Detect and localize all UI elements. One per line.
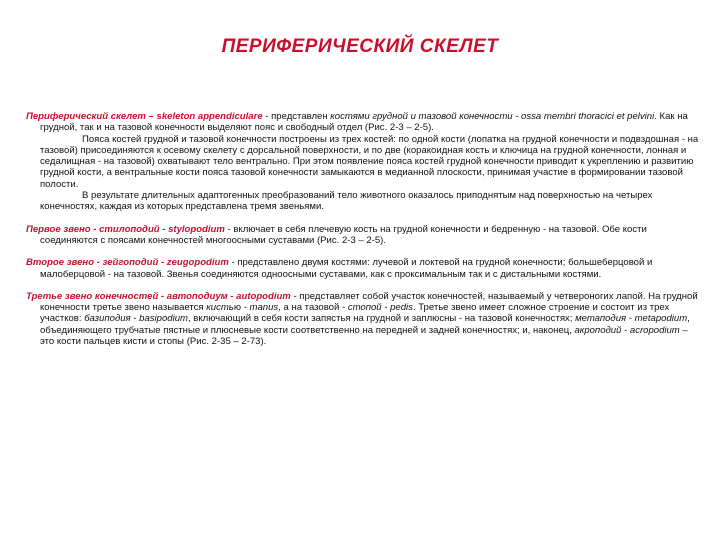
text: - представлен bbox=[262, 111, 331, 122]
text: – это кости пальцев кисти и стопы (Рис. 2-35 – 2-73). bbox=[40, 324, 688, 348]
text: , объединяющего трубчатые пястные и плюсневые кости соответственно на передней и задней конечностях; и, наконец, bbox=[40, 313, 690, 336]
text: - включает в себя плечевую кость на грудной конечности и бедренную - на тазовой. Обе кости соединяются с поясами конечностей многоосными суставами (Рис. 2-3 – 2-5). bbox=[40, 223, 647, 246]
text: - представляет собой участок конечностей, называемый у четвероногих лапой. На грудной конечности третье звено называется bbox=[40, 290, 698, 314]
paragraph-peripheral-skeleton bbox=[26, 111, 702, 213]
italic-text: метаподия - metapodium bbox=[575, 313, 688, 325]
term-autopodium: Третье звено конечностей - автоподиум - autopodium bbox=[26, 290, 291, 302]
italic-text: костями грудной и тазовой конечности - ossa membri thoracici et pelvini bbox=[330, 111, 655, 122]
term-stylopodium: Первое звено - стилоподий - stylopodium bbox=[26, 223, 225, 235]
italic-text: акроподий - acropodium bbox=[574, 324, 680, 336]
text: , включающий в себя кости запястья на грудной и заплюсны - на тазовой конечностях; bbox=[187, 313, 576, 325]
text: . Третье звено имеет сложное строение и состоит из трех участков: bbox=[40, 302, 670, 325]
term-peripheral-skeleton: Периферический скелет – skeleton appendiculare bbox=[26, 111, 263, 122]
term-zeugopodium: Второе звено - зейгоподий - zeugopodium bbox=[26, 257, 229, 269]
paragraph-zeugopodium bbox=[26, 257, 702, 280]
sub-paragraph-girdles: Пояса костей грудной и тазовой конечности построены из трех костей: по одной кости (лопатка на грудной конечности и подвздошная - на тазовой) присоединяются к осевому скелету с дорсальной поверхности, и по две (коракоидная кость и ключица на грудной конечности, лонная и седалищная - на тазовой) охватывают тело вентрально. При этом появление пояса костей грудной конечности приводит к укреплению и развитию грудной кости, а вентральные кости пояса тазовой конечности замыкаются в медианной плоскости, принимая участие в формировании тазовой полости. bbox=[40, 133, 699, 190]
italic-text: - стопой - pedis bbox=[341, 302, 413, 314]
italic-text: базиподия - basipodium bbox=[84, 313, 188, 325]
italic-text: - manus bbox=[243, 302, 279, 314]
text: , а на тазовой bbox=[278, 302, 342, 314]
text: - представлено двумя костями: лучевой и локтевой на грудной конечности; большеберцовой и малоберцовой - на тазовой. Звенья соединяются одноосными суставами, как с проксимальным так и с дистальными костями. bbox=[40, 257, 653, 280]
text: ю bbox=[233, 302, 244, 314]
sub-paragraph-adaptation: В результате длительных адаптогенных преобразований тело животного оказалось приподнятым над поверхностью на четырех конечностях, каждая из которых представлена тремя звеньями. bbox=[40, 190, 653, 213]
italic-text: кисть bbox=[206, 302, 234, 314]
paragraph-autopodium bbox=[26, 291, 702, 347]
slide-title: ПЕРИФЕРИЧЕСКИЙ СКЕЛЕТ bbox=[221, 36, 499, 57]
text: . Как на грудной, так и на тазовой конечности выделяют пояс и свободный отдел (Рис. 2-3 – 2-5). bbox=[40, 111, 688, 134]
paragraph-stylopodium bbox=[26, 224, 702, 247]
slide-body bbox=[26, 111, 702, 358]
